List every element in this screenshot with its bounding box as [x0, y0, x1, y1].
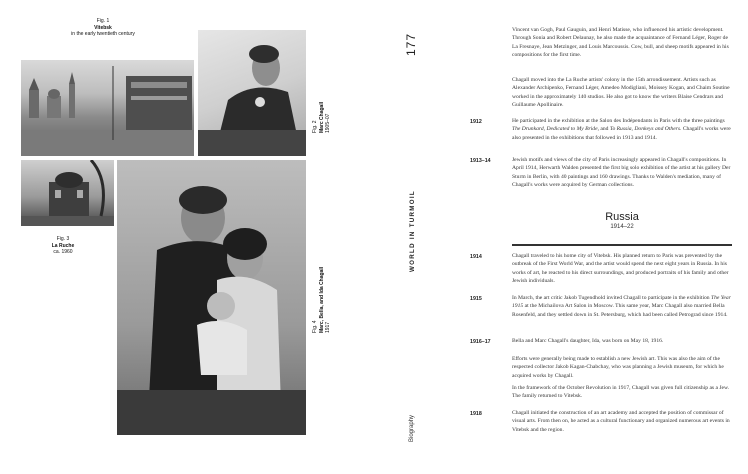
entry-year-1915: 1915 [470, 296, 482, 302]
caption-fig2-title: Marc Chagall [318, 101, 325, 133]
section-rule [512, 244, 732, 246]
caption-fig2 [312, 102, 332, 133]
caption-fig1-title: Vitebsk [94, 24, 112, 31]
photo-marc-chagall [198, 30, 306, 156]
entry-text-october-revolution: In the framework of the October Revolution in 1917, Chagall was given full citizenship as a Jew. The family returned to Vitebsk. [512, 385, 730, 400]
caption-fig3-num: Fig. 3 [56, 236, 70, 242]
photo-la-ruche [21, 160, 114, 226]
entry-year-1914: 1914 [470, 254, 482, 260]
caption-fig4 [312, 267, 332, 333]
entry-year-1918: 1918 [470, 411, 482, 417]
caption-fig3 [40, 236, 86, 256]
caption-fig3-sub: ca. 1960 [53, 249, 73, 255]
intro-para-2: Chagall moved into the La Ruche artists' colony in the 15th arrondissement. Artists such as Alexander Archipenko, Fernand Léger, Amedeo Modigliani, Moissey Kogan, and Chaim Soutine worked in the approximately 140 studios. He also got to know the writers Blaise Cendrars and Guillaume Apollinaire. [512, 77, 730, 108]
section-title: Russia [605, 211, 639, 223]
caption-fig2-sub: 1905–07 [325, 113, 331, 133]
caption-fig1-sub: in the early twentieth century [71, 31, 135, 37]
section-heading [512, 211, 732, 230]
photo-family [117, 160, 306, 435]
entry-text-1918: Chagall initiated the construction of an art academy and accepted the position of commissar of visual arts. From then on, he acted as a cultural functionary and organized numerous art events in Vitebsk and the region. [512, 410, 730, 433]
caption-fig4-num: Fig. 4 [312, 320, 318, 333]
section-label: Biography [409, 414, 415, 442]
caption-fig1-num: Fig. 1 [96, 18, 110, 24]
caption-fig4-sub: 1917 [325, 321, 331, 333]
entry-text-1914: Chagall traveled to his home city of Vitebsk. His planned return to Paris was prevented by the outbreak of the First World War, and the artist would spend the next eight years in Russia. In his works of art, he reacted to his direct surroundings, and produced portraits of his family and other Jewish individuals. [512, 253, 729, 284]
entry-text-1913-14: Jewish motifs and views of the city of Paris increasingly appeared in Chagall's compositions. In April 1914, Herwarth Walden presented the first big solo exhibition of the artist at his gallery Der Sturm in Berlin, with 40 paintings and 160 drawings. Thanks to Walden's mediation, many of Chagall's works were acquired by German collections. [512, 157, 731, 188]
running-head: WORLD IN TURMOIL [409, 190, 416, 272]
entry-text-1915: In March, the art critic Jakob Tugendhold invited Chagall to participate in the exhibition The Year 1915 at the Michailova Art Salon in Moscow. This same year, Marc Chagall also married Bella Rosenfeld, and they settled down in St. Petersburg, which had been called Petrograd since 1914. [512, 295, 731, 318]
photo-vitebsk [21, 60, 194, 156]
caption-fig3-title: La Ruche [51, 242, 75, 249]
caption-fig2-num: Fig. 2 [312, 120, 318, 133]
section-years: 1914–22 [610, 224, 634, 230]
entry-year-1916-17: 1916–17 [470, 339, 491, 345]
page-number: 177 [404, 32, 418, 56]
intro-para-1: Vincent van Gogh, Paul Gauguin, and Henri Matisse, who influenced his artistic development. Through Sonia and Robert Delaunay, he also made the acquaintance of Fernand Léger, Roger de La Fresnaye, Jean Metzinger, and Louis Marcoussis. Cow, bull, and sheep motifs appeared in his compositions for the first time. [512, 27, 729, 58]
entry-year-1912: 1912 [470, 119, 482, 125]
entry-text-jewish-art: Efforts were generally being made to establish a new Jewish art. This was also the aim of the respected collector Jakob Kagan-Chabchay, who was planning a Jewish museum, for which he acquired works by Chagall. [512, 356, 724, 379]
caption-fig1 [58, 18, 148, 38]
entry-year-1913-14: 1913–14 [470, 158, 491, 164]
caption-fig4-title: Marc, Bella, and Ida Chagall [318, 266, 325, 333]
entry-text-1912: He participated in the exhibition at the Salon des Indépendants in Paris with the three paintings The Drunkard, Dedicated to My Bride, and To Russia, Donkeys and Others. Chagall's works were also presented in the exhibitions that followed in 1913 and 1914. [512, 118, 731, 141]
entry-text-1916-17: Bella and Marc Chagall's daughter, Ida, was born on May 18, 1916. [512, 338, 664, 344]
